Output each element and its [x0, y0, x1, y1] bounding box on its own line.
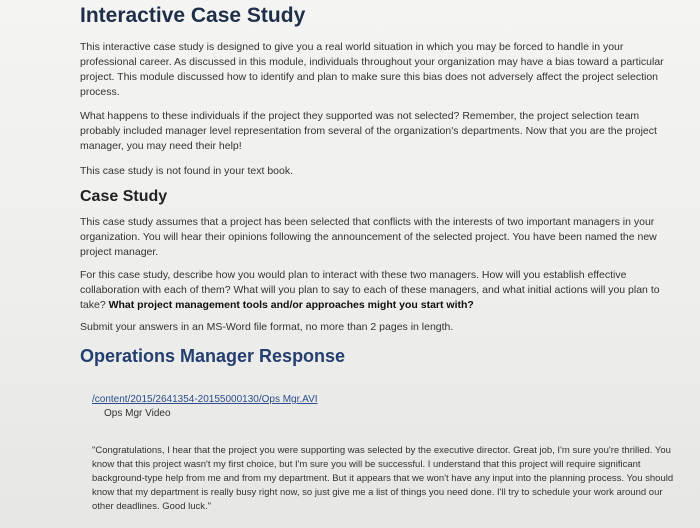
- case-instructions-paragraph: [80, 268, 676, 313]
- case-study-heading: Case Study: [80, 188, 168, 205]
- ops-mgr-video-link[interactable]: /content/2015/2641354-20155000130/Ops Mgr.AVI: [92, 394, 318, 405]
- case-assumption-paragraph: This case study assumes that a project has been selected that conflicts with the interests of two important managers in your organization. You will hear their opinions following the announcement of the selected project. You have been named the new project manager.: [80, 216, 657, 258]
- what-happens-paragraph: What happens to these individuals if the project they supported was not selected? Remember, the project selection team probably included manager level representation from several of the organization's departments. Now that you are the project manager, you may need their help!: [80, 110, 657, 152]
- not-in-textbook-note: This case study is not found in your text book.: [80, 165, 294, 177]
- video-block: [80, 389, 676, 420]
- page-title: Interactive Case Study: [80, 4, 306, 27]
- intro-paragraph: This interactive case study is designed to give you a real world situation in which you may be forced to handle in your professional career. As discussed in this module, individuals throughout your organization may have a bias toward a particular project. This module discussed how to identify and plan to make sure this bias does not adversely affect the project selection process.: [80, 41, 664, 98]
- instructions-bold-question: What project management tools and/or approaches might you start with?: [108, 299, 474, 311]
- submit-instructions: Submit your answers in an MS-Word file format, no more than 2 pages in length.: [80, 321, 454, 333]
- video-caption: Ops Mgr Video: [104, 408, 171, 419]
- ops-manager-quote: "Congratulations, I hear that the project you were supporting was selected by the executive director. Great job, I'm sure you're thrilled. You know that this project wasn't my first choice, but I'm sure you will be successful. I understand that this project will require significant background-type help from me and from my department. But it appears that we won't have any input into the planning process. You should know that my department is really busy right now, so just give me a list of things you need done. I'll try to schedule your work around our other deadlines. Good luck.": [92, 445, 674, 512]
- operations-manager-heading: Operations Manager Response: [80, 346, 346, 366]
- instructions-text: For this case study, describe how you would plan to interact with these two managers. How will you establish effective collaboration with each of them? What will you plan to say to each of these managers, and what initial actions will you plan to take?: [80, 269, 660, 311]
